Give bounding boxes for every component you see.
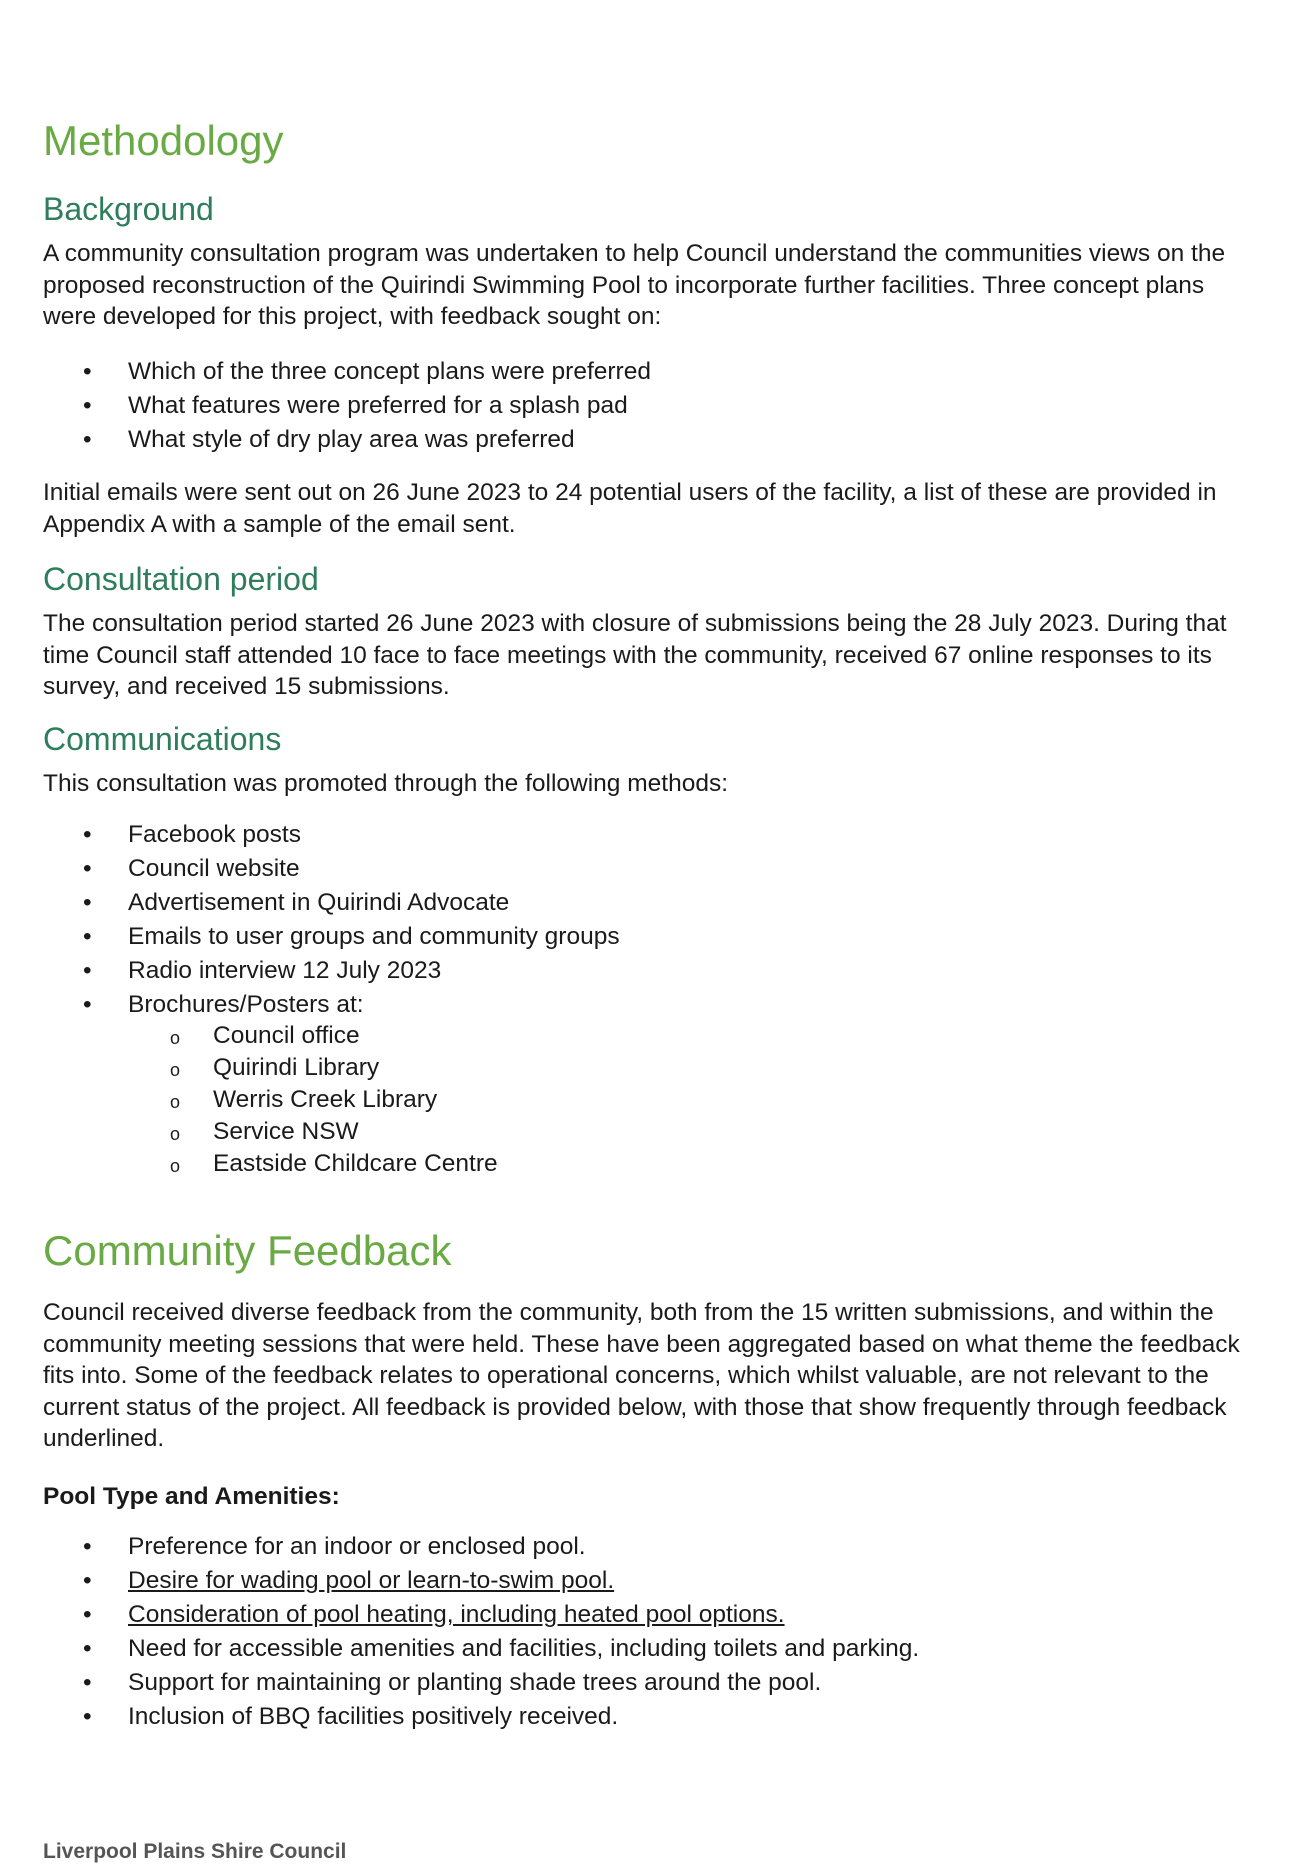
- circle-bullet-icon: o: [170, 1156, 181, 1176]
- list-item: • Which of the three concept plans were preferred: [43, 355, 1248, 389]
- sub-list-item: o Council office: [43, 1020, 1248, 1052]
- list-item: • Need for accessible amenities and facilities, including toilets and parking.: [43, 1632, 1248, 1666]
- communications-heading: Communications: [43, 721, 282, 757]
- list-item: • Advertisement in Quirindi Advocate: [43, 886, 1248, 920]
- list-item: • Consideration of pool heating, including heated pool options.: [43, 1598, 1248, 1632]
- footer-council-name: Liverpool Plains Shire Council: [43, 1840, 347, 1863]
- bullet-icon: •: [83, 923, 92, 950]
- pool-bullet-list: [43, 1530, 1248, 1734]
- list-item: • Council website: [43, 852, 1248, 886]
- circle-bullet-icon: o: [170, 1028, 181, 1048]
- background-intro: A community consultation program was undertaken to help Council understand the communities views on the proposed reconstruction of the Quirindi Swimming Pool to incorporate further facilities. Three concept plans were developed for this project, with feedback sought on:: [43, 240, 1226, 330]
- locations-sub-list: [43, 1020, 1248, 1180]
- bullet-icon: •: [83, 392, 92, 419]
- bullet-icon: •: [83, 1567, 92, 1594]
- sub-list-item: o Eastside Childcare Centre: [43, 1148, 1248, 1180]
- bullet-icon: •: [83, 991, 92, 1018]
- bullet-icon: •: [83, 426, 92, 453]
- list-item: • Support for maintaining or planting shade trees around the pool.: [43, 1666, 1248, 1700]
- list-item: • Preference for an indoor or enclosed pool.: [43, 1530, 1248, 1564]
- list-item: • What style of dry play area was preferred: [43, 423, 1248, 457]
- consultation-text: The consultation period started 26 June 2023 with closure of submissions being the 28 July 2023. During that time Council staff attended 10 face to face meetings with the community, received 67 online responses to its survey, and received 15 submissions.: [43, 610, 1227, 700]
- sub-list-item: o Service NSW: [43, 1116, 1248, 1148]
- list-item: • Brochures/Posters at:: [43, 988, 1248, 1022]
- list-item: • What features were preferred for a splash pad: [43, 389, 1248, 423]
- consultation-heading: Consultation period: [43, 561, 319, 597]
- bullet-icon: •: [83, 821, 92, 848]
- list-item: • Facebook posts: [43, 818, 1248, 852]
- methodology-title: Methodology: [43, 117, 284, 164]
- circle-bullet-icon: o: [170, 1124, 181, 1144]
- pool-heading: Pool Type and Amenities:: [43, 1483, 340, 1510]
- bullet-icon: •: [83, 358, 92, 385]
- background-heading: Background: [43, 191, 214, 227]
- list-item: • Emails to user groups and community groups: [43, 920, 1248, 954]
- bullet-icon: •: [83, 1703, 92, 1730]
- circle-bullet-icon: o: [170, 1092, 181, 1112]
- list-item: • Radio interview 12 July 2023: [43, 954, 1248, 988]
- circle-bullet-icon: o: [170, 1060, 181, 1080]
- bullet-icon: •: [83, 889, 92, 916]
- sub-list-item: o Quirindi Library: [43, 1052, 1248, 1084]
- list-item: • Desire for wading pool or learn-to-swim pool.: [43, 1564, 1248, 1598]
- bullet-icon: •: [83, 1635, 92, 1662]
- communications-intro: This consultation was promoted through the following methods:: [43, 770, 729, 797]
- bullet-icon: •: [83, 957, 92, 984]
- sub-list-item: o Werris Creek Library: [43, 1084, 1248, 1116]
- feedback-title: Community Feedback: [43, 1227, 452, 1274]
- bullet-icon: •: [83, 1533, 92, 1560]
- bullet-icon: •: [83, 1601, 92, 1628]
- bullet-icon: •: [83, 855, 92, 882]
- feedback-intro: Council received diverse feedback from the community, both from the 15 written submissions, and within the community meeting sessions that were held. These have been aggregated based on what theme the feedback fits into. Some of the feedback relates to operational concerns, which whilst valuable, are not relevant to the current status of the project. All feedback is provided below, with those that show frequently through feedback underlined.: [43, 1299, 1240, 1452]
- list-item: • Inclusion of BBQ facilities positively received.: [43, 1700, 1248, 1734]
- background-bullet-list: [43, 355, 1248, 457]
- bullet-icon: •: [83, 1669, 92, 1696]
- communications-bullet-list: [43, 818, 1248, 1022]
- background-after: Initial emails were sent out on 26 June 2023 to 24 potential users of the facility, a list of these are provided in Appendix A with a sample of the email sent.: [43, 479, 1217, 538]
